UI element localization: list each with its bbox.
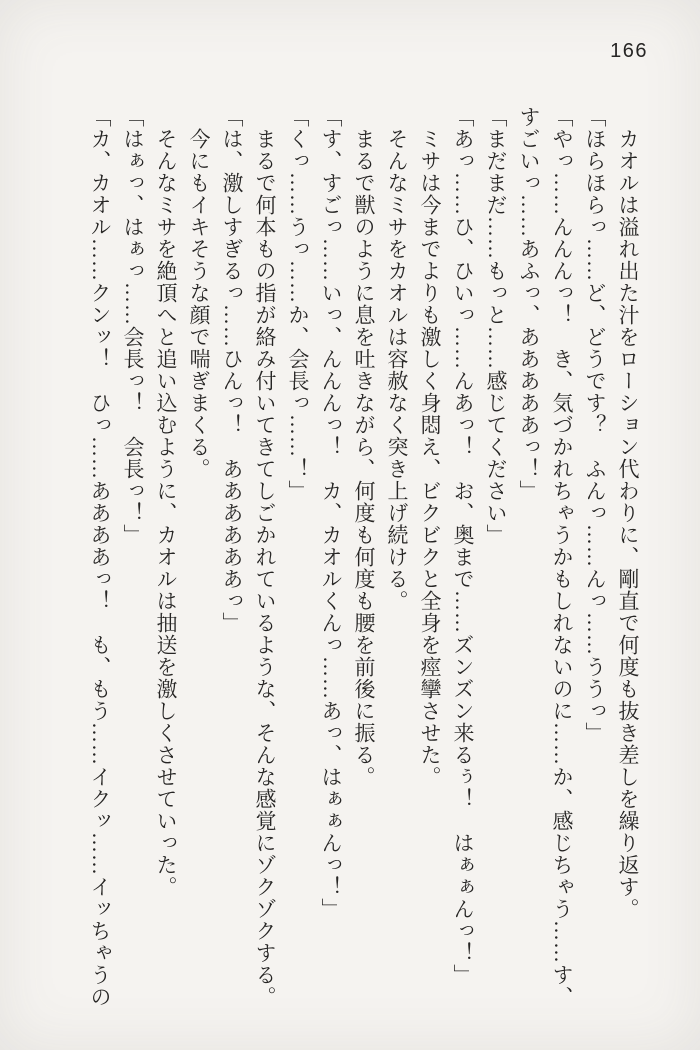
text-line: 今にもイキそうな顔で喘ぎまくる。 — [187, 106, 211, 480]
text-line: そんなミサをカオルは容赦なく突き上げ続ける。 — [385, 106, 409, 612]
text-line: 「す、すごっ……いっ、んんんっ！ カ、カオルくんっ……あっ、はぁぁんっ！」 — [319, 106, 343, 920]
text-line: 「はぁっ、はぁっ……会長っ！ 会長っ！」 — [121, 106, 145, 546]
text-line: 「カ、カオル……クンッ！ ひっ……ああああっ！ も、もう……イクッ……イッちゃうの — [88, 106, 112, 1008]
text-line: カオルは溢れ出た汁をローション代わりに、剛直で何度も抜き差しを繰り返す。 — [616, 106, 640, 920]
text-line: 「ほらほらっ……ど、どうです？ ふんっ……んっ……ううっ」 — [583, 106, 607, 744]
text-line: 「やっ……んんんっ！ き、気づかれちゃうかもしれないのに……か、感じちゃう……す、 — [550, 106, 574, 1008]
text-line: まるで何本もの指が絡み付いてきてしごかれているような、そんな感覚にゾクゾクする。 — [253, 106, 277, 1008]
text-line: 「は、激しすぎるっ……ひんっ！ ああああああっ」 — [220, 106, 244, 634]
text-line: ミサは今までよりも激しく身悶え、ビクビクと全身を痙攣させた。 — [418, 106, 442, 788]
vertical-text-block — [83, 106, 644, 1020]
text-line: まるで獣のように息を吐きながら、何度も何度も腰を前後に振る。 — [352, 106, 376, 788]
text-line: 「まだまだ……もっと……感じてください」 — [484, 106, 508, 546]
page-number: 166 — [610, 40, 648, 62]
text-line: 「くっ……うっ……か、会長っ……！」 — [286, 106, 310, 502]
text-line: 「あっ……ひ、ひいっ……んあっ！ お、奥まで……ズンズン来るぅ！ はぁぁんっ！」 — [451, 106, 475, 986]
text-line: そんなミサを絶頂へと追い込むように、カオルは抽送を激しくさせていった。 — [154, 106, 178, 898]
text-line: すごいっ……あふっ、あああああっ！」 — [517, 106, 541, 502]
